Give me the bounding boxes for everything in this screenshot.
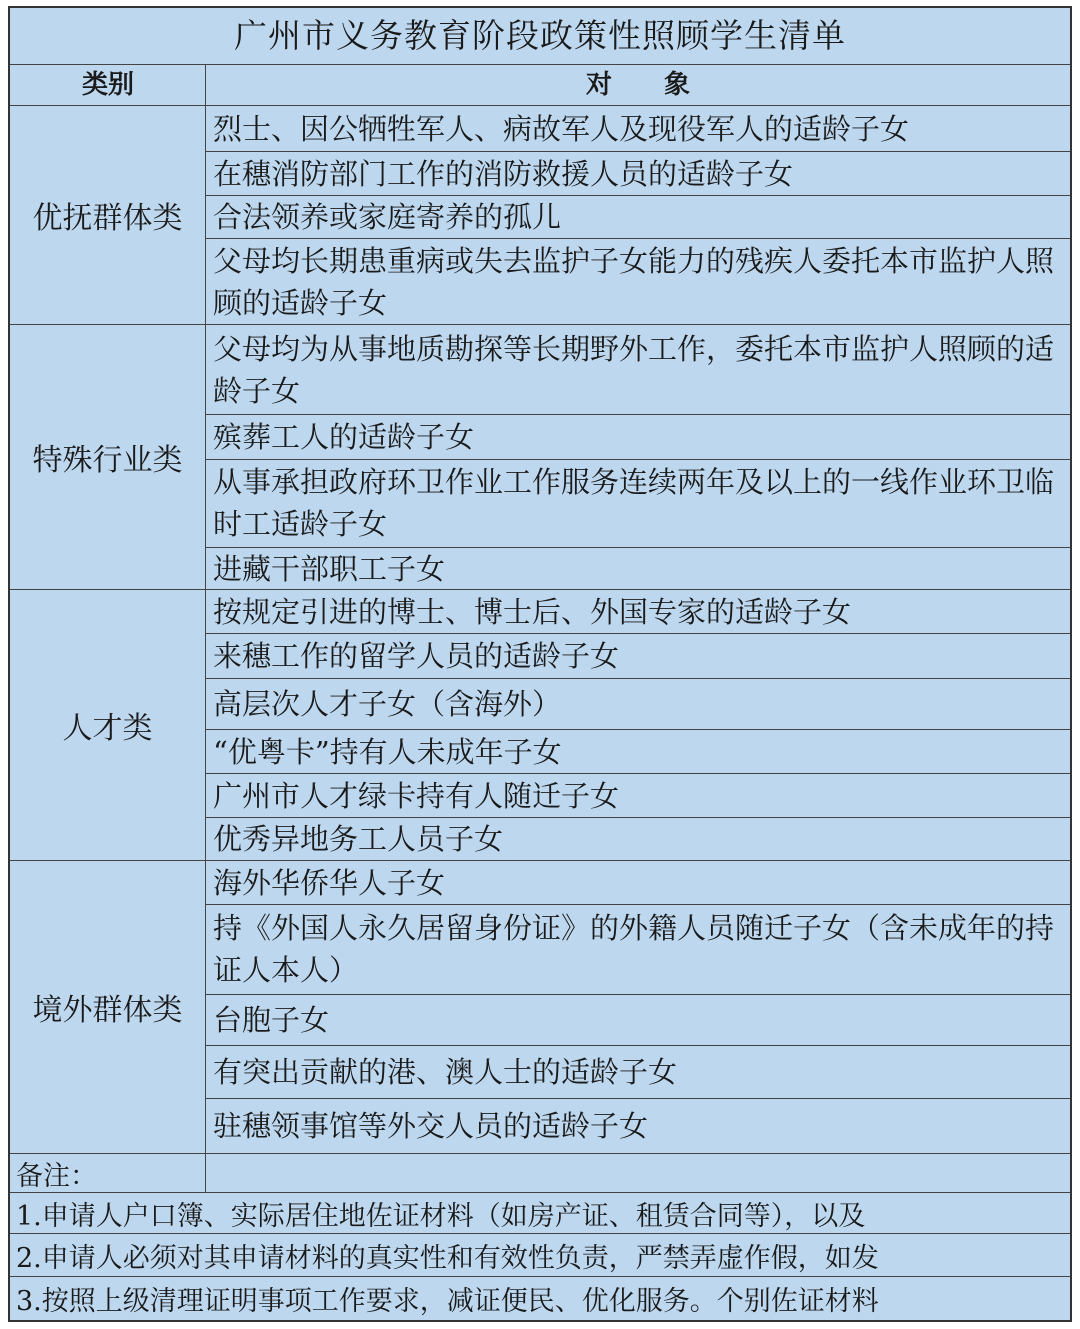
list-item: 父母均长期患重病或失去监护子女能力的残疾人委托本市监护人照顾的适龄子女	[213, 244, 1055, 320]
list-item: 优秀异地务工人员子女	[213, 822, 504, 856]
list-item: 来穗工作的留学人员的适龄子女	[213, 639, 620, 673]
list-item: 按规定引进的博士、博士后、外国专家的适龄子女	[213, 594, 852, 629]
note-line: 1.申请人户口簿、实际居住地佐证材料（如房产证、租赁合同等），以及	[16, 1200, 866, 1232]
list-item: 台胞子女	[213, 1003, 330, 1037]
header-category: 类别	[81, 70, 134, 100]
list-item: 持《外国人永久居留身份证》的外籍人员随迁子女（含未成年的持证人本人）	[213, 911, 1055, 987]
list-item: “优粤卡”持有人未成年子女	[213, 734, 562, 769]
notes-label: 备注：	[16, 1160, 97, 1192]
category-teshu: 特殊行业类	[32, 443, 183, 478]
list-item: 海外华侨华人子女	[213, 865, 446, 900]
list-item: 烈士、因公牺牲军人、病故军人及现役军人的适龄子女	[213, 111, 910, 146]
category-rencai: 人才类	[62, 711, 153, 746]
header-target: 对 象	[585, 70, 690, 100]
list-item: 有突出贡献的港、澳人士的适龄子女	[213, 1055, 678, 1089]
list-item: 广州市人才绿卡持有人随迁子女	[213, 778, 620, 813]
category-jingwai: 境外群体类	[32, 993, 183, 1028]
list-item: 进藏干部职工子女	[213, 551, 446, 586]
note-line: 3.按照上级清理证明事项工作要求，减证便民、优化服务。个别佐证材料	[16, 1286, 879, 1317]
list-item: 合法领养或家庭寄养的孤儿	[213, 200, 562, 234]
list-item: 在穗消防部门工作的消防救援人员的适龄子女	[213, 156, 794, 191]
category-youfu: 优抚群体类	[32, 201, 183, 236]
note-line: 2.申请人必须对其申请材料的真实性和有效性负责，严禁弄虚作假，如发	[16, 1242, 879, 1274]
policy-table	[8, 6, 1072, 1322]
list-item: 殡葬工人的适龄子女	[213, 420, 475, 454]
list-item: 父母均为从事地质勘探等长期野外工作，委托本市监护人照顾的适龄子女	[213, 332, 1055, 408]
list-item: 从事承担政府环卫作业工作服务连续两年及以上的一线作业环卫临时工适龄子女	[213, 465, 1055, 541]
table-title: 广州市义务教育阶段政策性照顾学生清单	[234, 16, 846, 55]
list-item: 驻穗领事馆等外交人员的适龄子女	[213, 1109, 649, 1143]
list-item: 高层次人才子女（含海外）	[213, 687, 562, 721]
